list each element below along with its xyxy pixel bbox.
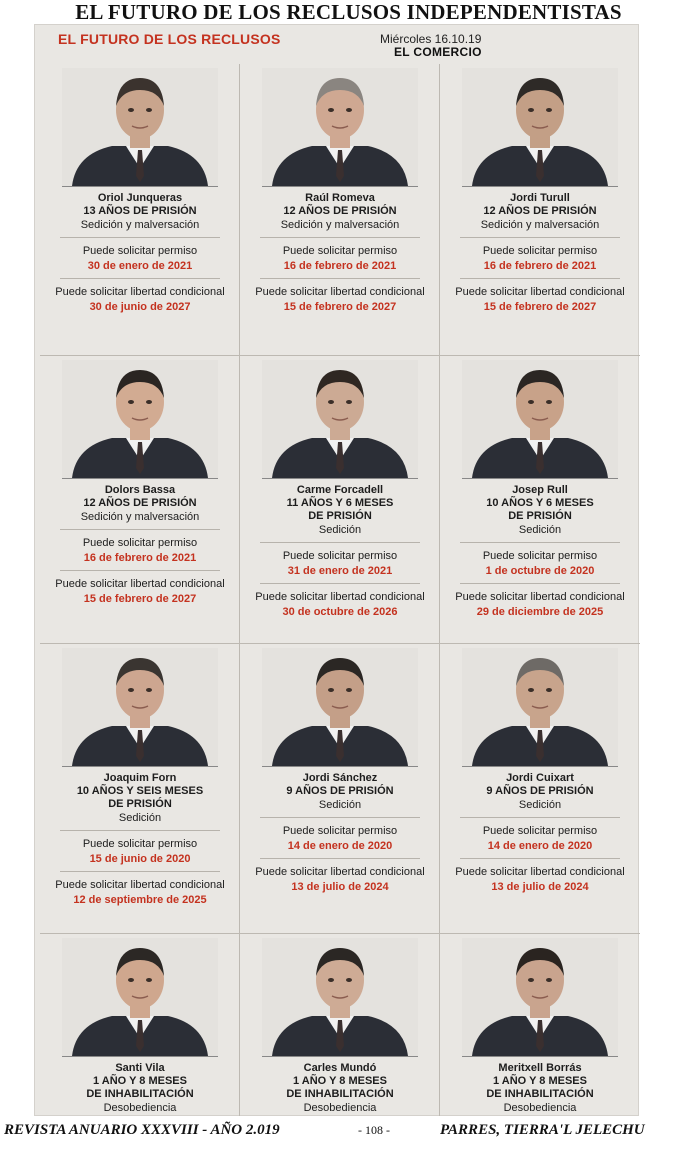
- prisoner-card: [440, 356, 640, 644]
- divider: [460, 858, 620, 859]
- permit-date: 14 de enero de 2020: [487, 840, 593, 852]
- sentence-line: 9 AÑOS DE PRISIÓN: [286, 785, 394, 797]
- crime: Sedición y malversación: [80, 511, 200, 523]
- parole-label: Puede solicitar libertad condicional: [255, 286, 425, 298]
- prisoner-card: [440, 64, 640, 356]
- parole-date: 12 de septiembre de 2025: [73, 894, 207, 906]
- divider: [60, 278, 220, 279]
- sentence-line: 12 AÑOS DE PRISIÓN: [283, 205, 397, 217]
- permit-date: 15 de junio de 2020: [89, 853, 191, 865]
- sentence-line: 10 AÑOS Y 6 MESES: [486, 497, 594, 509]
- divider: [460, 237, 620, 238]
- prisoner-info: [440, 1062, 640, 1116]
- clipping-header: [34, 24, 639, 64]
- divider: [260, 237, 420, 238]
- crime: Sedición: [518, 524, 562, 536]
- parole-date: 30 de octubre de 2026: [282, 606, 398, 618]
- prisoner-card: [240, 934, 440, 1116]
- parole-label: Puede solicitar libertad condicional: [255, 866, 425, 878]
- sentence-line: 1 AÑO Y 8 MESES: [93, 1075, 187, 1087]
- prisoner-card: [240, 64, 440, 356]
- divider: [60, 570, 220, 571]
- sentence-line: 11 AÑOS Y 6 MESES: [286, 497, 394, 509]
- crime: Desobediencia: [103, 1102, 177, 1114]
- divider: [60, 871, 220, 872]
- crime: Sedición y malversación: [280, 219, 400, 231]
- prisoner-name: Raúl Romeva: [305, 192, 375, 204]
- sentence-line: 13 AÑOS DE PRISIÓN: [83, 205, 197, 217]
- permit-date: 16 de febrero de 2021: [283, 260, 397, 272]
- permit-date: 16 de febrero de 2021: [83, 552, 197, 564]
- sentence-line: DE INHABILITACIÓN: [486, 1088, 594, 1100]
- portrait-photo: [62, 360, 218, 479]
- prisoner-name: Carme Forcadell: [296, 484, 384, 496]
- sentence-line: DE PRISIÓN: [308, 510, 372, 522]
- permit-label: Puede solicitar permiso: [482, 245, 598, 257]
- publication-date: Miércoles 16.10.19: [380, 32, 482, 46]
- sentence-line: 1 AÑO Y 8 MESES: [293, 1075, 387, 1087]
- prisoner-card: [40, 934, 240, 1116]
- prisoner-info: [40, 192, 240, 315]
- sentence-line: 1 AÑO Y 8 MESES: [493, 1075, 587, 1087]
- portrait-photo: [462, 648, 618, 767]
- crime: Desobediencia: [303, 1102, 377, 1114]
- portrait-photo: [62, 938, 218, 1057]
- prisoner-card: [440, 644, 640, 934]
- prisoner-name: Santi Vila: [115, 1062, 165, 1074]
- parole-label: Puede solicitar libertad condicional: [455, 591, 625, 603]
- prisoner-grid: [40, 64, 640, 1116]
- crime: Sedición: [518, 799, 562, 811]
- footer-location: PARRES, TIERRA'L JELECHU: [440, 1122, 645, 1138]
- prisoner-info: [240, 772, 440, 895]
- portrait-photo: [462, 68, 618, 187]
- permit-date: 1 de octubre de 2020: [485, 565, 595, 577]
- prisoner-info: [440, 192, 640, 315]
- sentence-line: DE INHABILITACIÓN: [286, 1088, 394, 1100]
- prisoner-info: [440, 484, 640, 620]
- parole-label: Puede solicitar libertad condicional: [55, 879, 225, 891]
- sentence-line: 9 AÑOS DE PRISIÓN: [486, 785, 594, 797]
- permit-label: Puede solicitar permiso: [482, 825, 598, 837]
- permit-label: Puede solicitar permiso: [282, 245, 398, 257]
- crime: Sedición y malversación: [80, 219, 200, 231]
- crime: Sedición: [318, 799, 362, 811]
- prisoner-name: Jordi Turull: [510, 192, 570, 204]
- prisoner-info: [40, 772, 240, 908]
- divider: [60, 529, 220, 530]
- permit-label: Puede solicitar permiso: [82, 838, 198, 850]
- divider: [260, 583, 420, 584]
- prisoner-name: Josep Rull: [512, 484, 568, 496]
- divider: [460, 542, 620, 543]
- divider: [460, 817, 620, 818]
- portrait-photo: [262, 68, 418, 187]
- permit-date: 16 de febrero de 2021: [483, 260, 597, 272]
- prisoner-info: [240, 484, 440, 620]
- permit-label: Puede solicitar permiso: [282, 550, 398, 562]
- parole-date: 15 de febrero de 2027: [83, 593, 197, 605]
- crime: Sedición: [118, 812, 162, 824]
- prisoner-name: Jordi Sánchez: [302, 772, 378, 784]
- prisoner-card: [240, 644, 440, 934]
- portrait-photo: [62, 648, 218, 767]
- prisoner-card: [240, 356, 440, 644]
- parole-date: 15 de febrero de 2027: [483, 301, 597, 313]
- prisoner-info: [440, 772, 640, 895]
- permit-date: 31 de enero de 2021: [287, 565, 393, 577]
- prisoner-name: Carles Mundó: [303, 1062, 377, 1074]
- divider: [60, 237, 220, 238]
- permit-date: 14 de enero de 2020: [287, 840, 393, 852]
- prisoner-name: Oriol Junqueras: [97, 192, 183, 204]
- portrait-photo: [262, 648, 418, 767]
- crime: Sedición: [318, 524, 362, 536]
- prisoner-card: [40, 644, 240, 934]
- parole-label: Puede solicitar libertad condicional: [255, 591, 425, 603]
- divider: [60, 830, 220, 831]
- prisoner-info: [40, 484, 240, 607]
- prisoner-info: [40, 1062, 240, 1116]
- prisoner-card: [40, 356, 240, 644]
- portrait-photo: [462, 938, 618, 1057]
- newspaper-clipping: [34, 24, 639, 1116]
- sentence-line: 12 AÑOS DE PRISIÓN: [83, 497, 197, 509]
- permit-label: Puede solicitar permiso: [82, 537, 198, 549]
- page-number: - 108 -: [358, 1123, 390, 1137]
- prisoner-info: [240, 192, 440, 315]
- page-footer: [0, 1120, 697, 1144]
- portrait-photo: [262, 938, 418, 1057]
- prisoner-info: [240, 1062, 440, 1116]
- divider: [260, 542, 420, 543]
- permit-label: Puede solicitar permiso: [82, 245, 198, 257]
- parole-date: 15 de febrero de 2027: [283, 301, 397, 313]
- sentence-line: DE PRISIÓN: [108, 798, 172, 810]
- prisoner-name: Jordi Cuixart: [506, 772, 574, 784]
- sentence-line: DE PRISIÓN: [508, 510, 572, 522]
- parole-date: 13 de julio de 2024: [491, 881, 589, 893]
- sentence-line: DE INHABILITACIÓN: [86, 1088, 194, 1100]
- divider: [260, 817, 420, 818]
- parole-date: 29 de diciembre de 2025: [476, 606, 604, 618]
- divider: [260, 278, 420, 279]
- parole-date: 13 de julio de 2024: [291, 881, 389, 893]
- divider: [460, 583, 620, 584]
- footer-publication: REVISTA ANUARIO XXXVIII - AÑO 2.019: [4, 1122, 280, 1138]
- prisoner-name: Dolors Bassa: [104, 484, 176, 496]
- parole-date: 30 de junio de 2027: [89, 301, 191, 313]
- newspaper-name: EL COMERCIO: [394, 45, 482, 59]
- parole-label: Puede solicitar libertad condicional: [455, 866, 625, 878]
- section-title: EL FUTURO DE LOS RECLUSOS: [58, 31, 281, 47]
- prisoner-card: [440, 934, 640, 1116]
- prisoner-card: [40, 64, 240, 356]
- portrait-photo: [462, 360, 618, 479]
- sentence-line: 12 AÑOS DE PRISIÓN: [483, 205, 597, 217]
- divider: [260, 858, 420, 859]
- permit-date: 30 de enero de 2021: [87, 260, 193, 272]
- crime: Desobediencia: [503, 1102, 577, 1114]
- parole-label: Puede solicitar libertad condicional: [55, 578, 225, 590]
- permit-label: Puede solicitar permiso: [482, 550, 598, 562]
- crime: Sedición y malversación: [480, 219, 600, 231]
- divider: [460, 278, 620, 279]
- prisoner-name: Meritxell Borrás: [498, 1062, 582, 1074]
- portrait-photo: [262, 360, 418, 479]
- permit-label: Puede solicitar permiso: [282, 825, 398, 837]
- sentence-line: 10 AÑOS Y SEIS MESES: [76, 785, 204, 797]
- prisoner-name: Joaquim Forn: [103, 772, 177, 784]
- document-title: EL FUTURO DE LOS RECLUSOS INDEPENDENTISTAS: [75, 0, 622, 24]
- portrait-photo: [62, 68, 218, 187]
- parole-label: Puede solicitar libertad condicional: [455, 286, 625, 298]
- parole-label: Puede solicitar libertad condicional: [55, 286, 225, 298]
